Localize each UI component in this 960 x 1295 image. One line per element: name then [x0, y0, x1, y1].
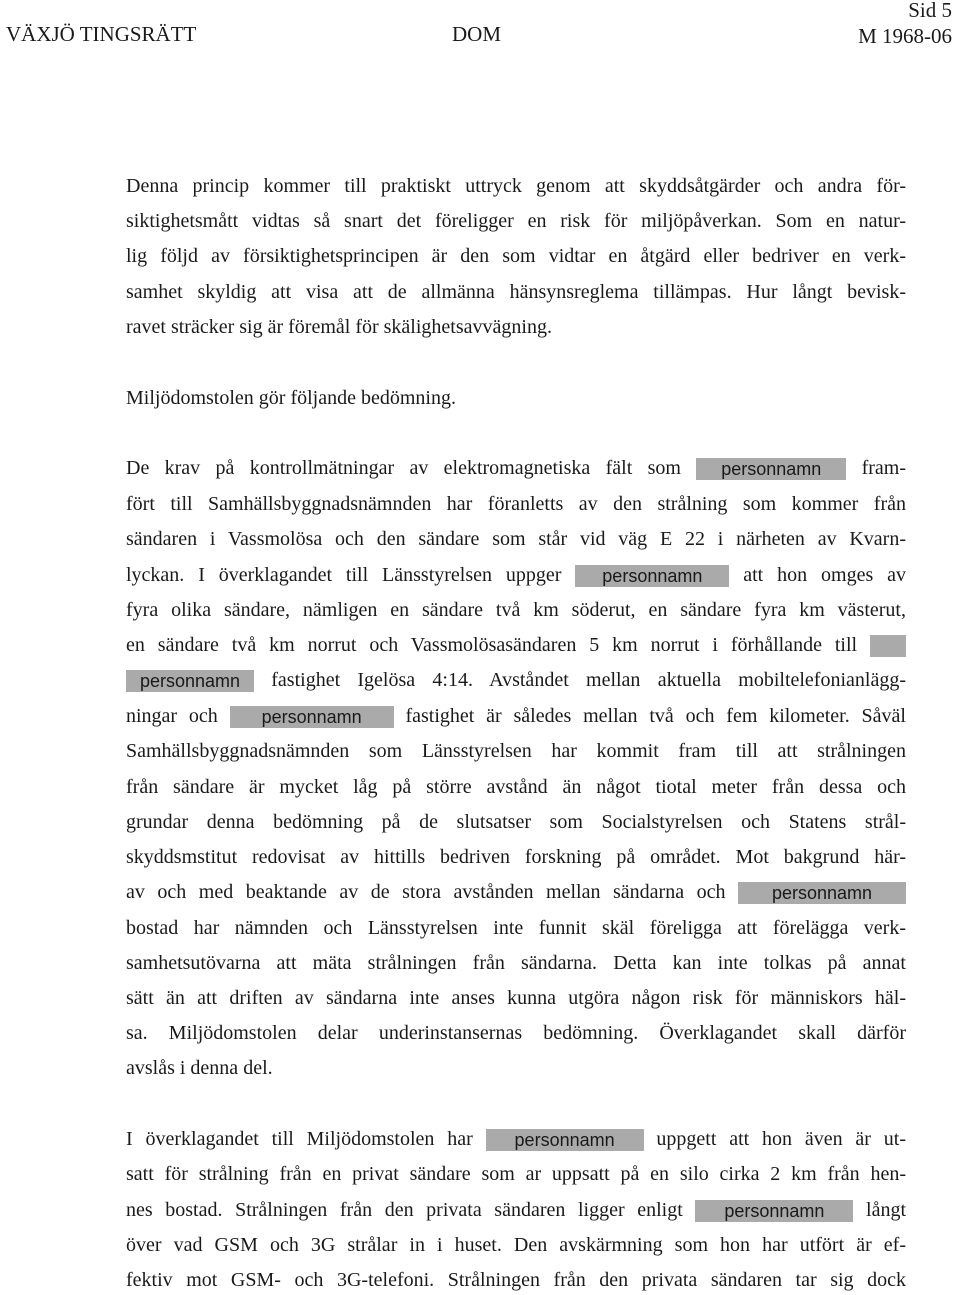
text-segment: lyckan. I överklagandet till Länsstyrelsen uppger	[126, 564, 562, 586]
text-line: ravet sträcker sig är föremål för skälighetsavvägning.	[126, 316, 552, 338]
text-line: över vad GSM och 3G strålar in i huset. Den avskärmning som hon har utfört är ef-	[126, 1234, 906, 1256]
text-segment: att hon omges av	[743, 564, 906, 586]
text-line: avslås i denna del.	[126, 1057, 273, 1079]
text-line: sa. Miljödomstolen delar underinstansernas bedömning. Överklagandet skall därför	[126, 1022, 906, 1044]
text-line: lig följd av försiktighetsprincipen är den som vidtar en åtgärd eller bedriver en verk-	[126, 245, 906, 267]
text-line: fektiv mot GSM- och 3G-telefoni. Strålningen från den privata sändaren tar sig dock	[126, 1269, 906, 1291]
text-segment: nes bostad. Strålningen från den privata sändaren ligger enligt	[126, 1199, 683, 1221]
redaction-box: personnamn	[575, 565, 729, 587]
text-line: satt för strålning från en privat sändare som ar uppsatt på en silo cirka 2 km från hen-	[126, 1163, 906, 1185]
document-type: DOM	[452, 22, 502, 46]
text-line	[126, 1125, 906, 1153]
case-number: M 1968-06	[858, 24, 952, 48]
text-line: Denna princip kommer till praktiskt uttryck genom att skyddsåtgärder och andra för-	[126, 175, 906, 197]
text-line: sätt än att driften av sändarna inte anses kunna utgöra någon risk för människors häl-	[126, 987, 906, 1009]
text-line: skyddsmstitut redovisat av hittills bedriven forskning på området. Mot bakgrund här-	[126, 846, 906, 868]
text-line	[126, 561, 906, 589]
text-line	[126, 702, 906, 730]
section-intro: Miljödomstolen gör följande bedömning.	[126, 387, 456, 409]
text-line: grundar denna bedömning på de slutsatser som Socialstyrelsen och Statens strål-	[126, 811, 906, 833]
text-line	[126, 1196, 906, 1224]
text-segment: ningar och	[126, 705, 218, 727]
redaction-box: personnamn	[126, 670, 254, 692]
text-line: Samhällsbyggnadsnämnden som Länsstyrelsen har kommit fram till att strålningen	[126, 740, 906, 762]
text-line: siktighetsmått vidtas så snart det föreligger en risk för miljöpåverkan. Som en natur-	[126, 210, 906, 232]
redaction-box: personnamn	[695, 1200, 853, 1222]
text-line: från sändare är mycket låg på större avstånd än något tiotal meter från dessa och	[126, 776, 906, 798]
redaction-box: personnamn	[696, 458, 846, 480]
text-line	[126, 454, 906, 482]
text-segment: en sändare två km norrut och Vassmolösasändaren 5 km norrut i förhållande till	[126, 634, 858, 656]
text-segment: I överklagandet till Miljödomstolen har	[126, 1128, 473, 1150]
text-line: fört till Samhällsbyggnadsnämnden har föranletts av den strålning som kommer från	[126, 493, 906, 515]
text-segment: fastighet är således mellan två och fem kilometer. Såväl	[405, 705, 906, 727]
text-line: bostad har nämnden och Länsstyrelsen inte funnit skäl föreligga att förelägga verk-	[126, 917, 906, 939]
text-segment: fram-	[861, 457, 906, 479]
text-segment: De krav på kontrollmätningar av elektromagnetiska fält som	[126, 457, 681, 479]
text-line	[126, 631, 906, 659]
text-line: samhet skyldig att visa att de allmänna hänsynsreglema tillämpas. Hur långt bevisk-	[126, 281, 906, 303]
text-line: samhetsutövarna att mäta strålningen från sändarna. Detta kan inte tolkas på annat	[126, 952, 906, 974]
text-line	[126, 878, 906, 906]
court-name: VÄXJÖ TINGSRÄTT	[6, 22, 197, 46]
text-segment: fastighet Igelösa 4:14. Avståndet mellan aktuella mobiltelefonianlägg-	[271, 669, 906, 691]
redaction-box: personnamn	[738, 882, 906, 904]
text-segment: av och med beaktande av de stora avstånden mellan sändarna och	[126, 881, 726, 903]
redaction-box: personnamn	[486, 1129, 644, 1151]
text-line: fyra olika sändare, nämligen en sändare två km söderut, en sändare fyra km västerut,	[126, 599, 906, 621]
text-segment: uppgett att hon även är ut-	[656, 1128, 907, 1150]
text-line	[126, 666, 906, 694]
redaction-box: personnamn	[230, 706, 394, 728]
text-line: sändaren i Vassmolösa och den sändare som står vid väg E 22 i närheten av Kvarn-	[126, 528, 906, 550]
page-number: Sid 5	[908, 0, 952, 22]
redaction-box	[870, 635, 906, 657]
text-segment: långt	[866, 1199, 907, 1221]
